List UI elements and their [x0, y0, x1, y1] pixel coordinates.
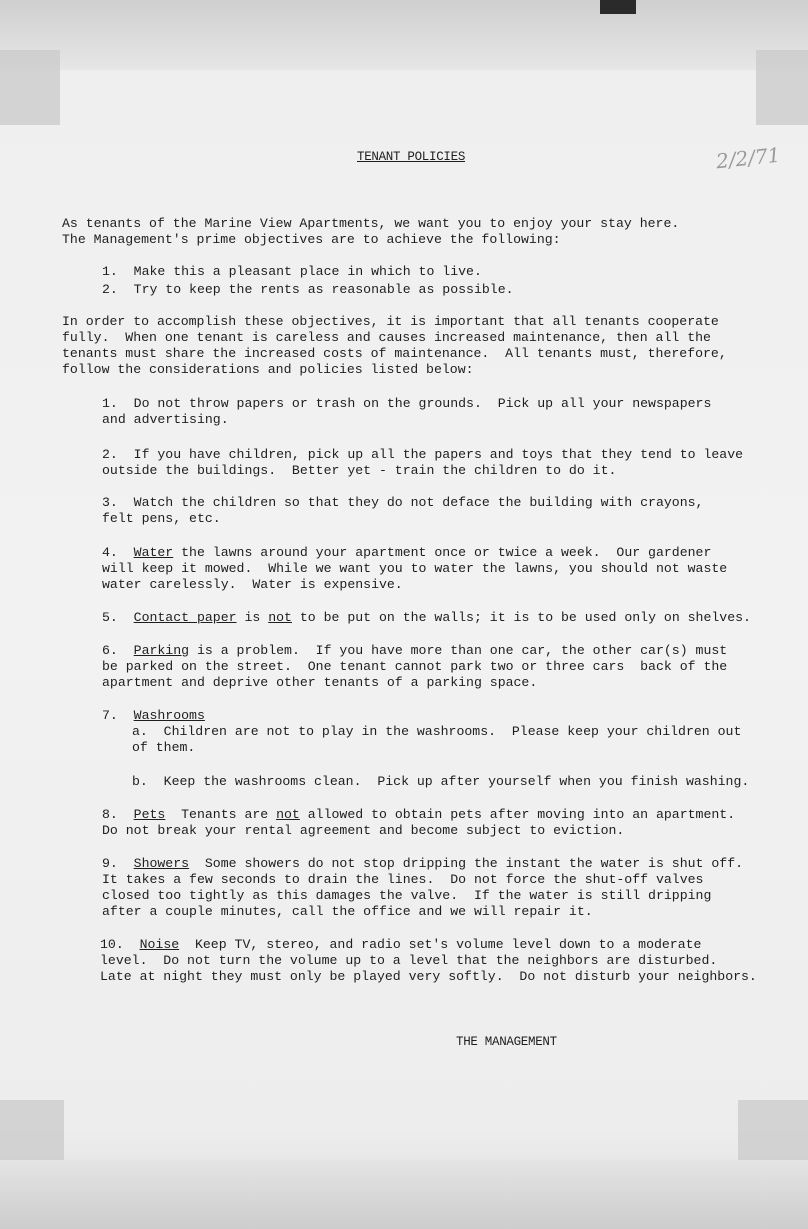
policy-8-line-1: [102, 807, 735, 823]
objective-1: 1. Make this a pleasant place in which to live.: [102, 264, 482, 279]
para-line-4: follow the considerations and policies listed below:: [62, 362, 474, 377]
policy-6-number: 6.: [102, 643, 134, 658]
policy-6-text: is a problem. If you have more than one car, the other car(s) must: [189, 643, 728, 658]
policy-6-line-2: be parked on the street. One tenant cannot park two or three cars back of the: [102, 659, 728, 674]
para-line-3: tenants must share the increased costs of maintenance. All tenants must, therefore,: [62, 346, 727, 361]
policy-9-line-4: after a couple minutes, call the office and we will repair it.: [102, 904, 593, 919]
policy-8-mid: Tenants are: [165, 807, 277, 822]
para-line-2: fully. When one tenant is careless and causes increased maintenance, then all the: [62, 330, 711, 345]
policy-7-number: 7.: [102, 708, 134, 723]
policy-5-mid: is: [236, 610, 269, 625]
policy-7a-line-2: of them.: [132, 740, 196, 755]
policy-9-line-2: It takes a few seconds to drain the lines. Do not force the shut-off valves: [102, 872, 704, 887]
policy-5-not: not: [268, 610, 292, 625]
para-line-1: In order to accomplish these objectives, it is important that all tenants cooperate: [62, 314, 719, 329]
policy-7-keyword: Washrooms: [133, 708, 205, 723]
intro-line-2: The Management's prime objectives are to achieve the following:: [62, 232, 561, 247]
policy-9-text: Some showers do not stop dripping the instant the water is shut off.: [189, 856, 744, 871]
intro-line-1: As tenants of the Marine View Apartments, we want you to enjoy your stay here.: [62, 216, 680, 231]
policy-10-line-1: [100, 937, 701, 953]
policy-3-line-1: 3. Watch the children so that they do not deface the building with crayons,: [102, 495, 704, 510]
handwritten-date: 2/2/71: [714, 142, 782, 174]
policy-4-keyword: Water: [133, 545, 174, 560]
policy-10-line-3: Late at night they must only be played very softly. Do not disturb your neighbors.: [100, 969, 757, 984]
policy-4-number: 4.: [102, 545, 134, 560]
policy-10-line-2: level. Do not turn the volume up to a level that the neighbors are disturbed.: [100, 953, 718, 968]
policy-4-line-1: [102, 545, 711, 561]
policy-9-line-3: closed too tightly as this damages the valve. If the water is still dripping: [102, 888, 712, 903]
policy-6-keyword: Parking: [133, 643, 190, 658]
policy-6-line-1: [102, 643, 727, 659]
policy-4-text: the lawns around your apartment once or twice a week. Our gardener: [173, 545, 712, 560]
policy-2-line-2: outside the buildings. Better yet - train the children to do it.: [102, 463, 617, 478]
policy-10-keyword: Noise: [139, 937, 180, 952]
policy-10-number: 10.: [100, 937, 140, 952]
policy-9-number: 9.: [102, 856, 134, 871]
policy-9-line-1: [102, 856, 743, 872]
policy-7b-line: b. Keep the washrooms clean. Pick up after yourself when you finish washing.: [132, 774, 750, 789]
policy-9-keyword: Showers: [133, 856, 190, 871]
policy-10-text: Keep TV, stereo, and radio set's volume level down to a moderate: [179, 937, 702, 952]
signature: THE MANAGEMENT: [456, 1035, 557, 1049]
document-title: TENANT POLICIES: [357, 150, 466, 164]
policy-1-line-2: and advertising.: [102, 412, 229, 427]
policy-5-text: to be put on the walls; it is to be used only on shelves.: [291, 610, 751, 625]
policy-7-line-1: [102, 708, 205, 724]
policy-2-line-1: 2. If you have children, pick up all the papers and toys that they tend to leave: [102, 447, 744, 462]
policy-6-line-3: apartment and deprive other tenants of a parking space.: [102, 675, 538, 690]
policy-4-line-2: will keep it mowed. While we want you to water the lawns, you should not waste: [102, 561, 728, 576]
policy-8-line-2: Do not break your rental agreement and become subject to eviction.: [102, 823, 625, 838]
policy-4-line-3: water carelessly. Water is expensive.: [102, 577, 403, 592]
policy-5-keyword: Contact paper: [133, 610, 237, 625]
policy-7a-line-1: a. Children are not to play in the washrooms. Please keep your children out: [132, 724, 742, 739]
policy-1-line-1: 1. Do not throw papers or trash on the grounds. Pick up all your newspapers: [102, 396, 712, 411]
policy-8-keyword: Pets: [133, 807, 166, 822]
objective-2: 2. Try to keep the rents as reasonable as possible.: [102, 282, 514, 297]
policy-8-text: allowed to obtain pets after moving into an apartment.: [299, 807, 736, 822]
policy-8-number: 8.: [102, 807, 134, 822]
policy-5-line-1: [102, 610, 751, 626]
policy-5-number: 5.: [102, 610, 134, 625]
policy-3-line-2: felt pens, etc.: [102, 511, 221, 526]
policy-8-not: not: [276, 807, 300, 822]
